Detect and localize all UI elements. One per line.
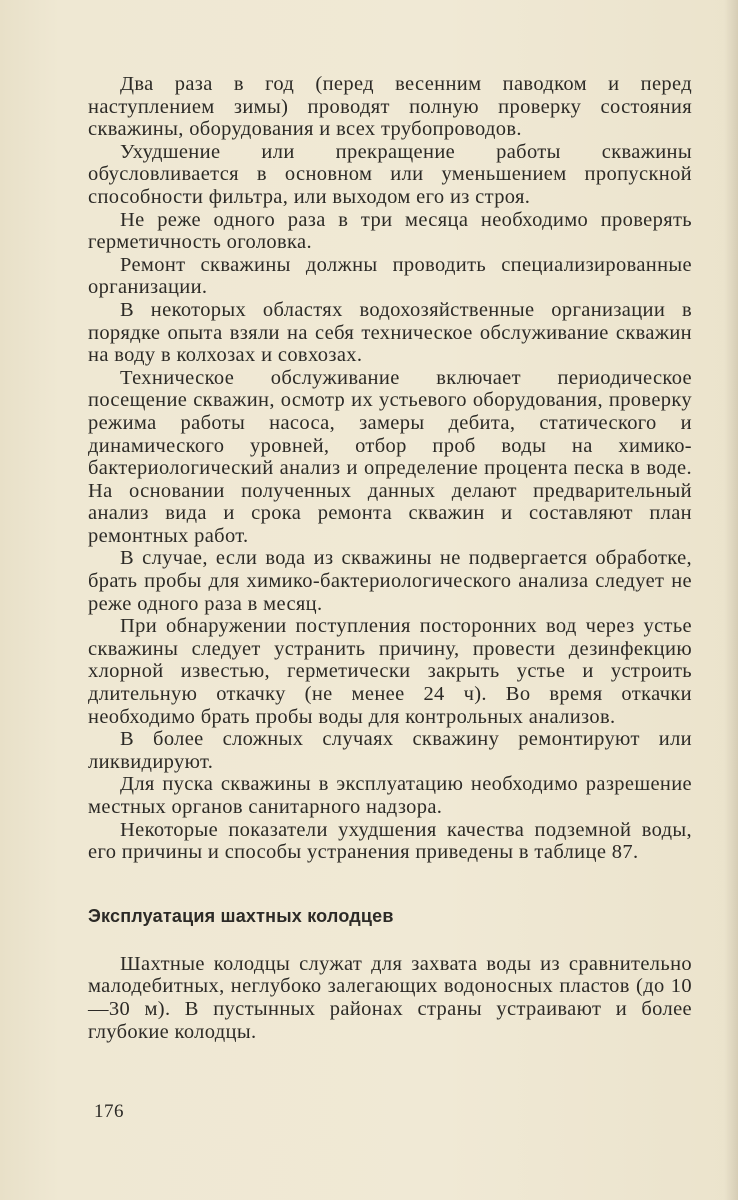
- paragraph-table-reference: Некоторые показатели ухудшения качества подземной воды, его причины и способы устранения приведены в таблице 87.: [88, 818, 692, 864]
- paragraph-maintenance: Техническое обслуживание включает периодическое посещение скважин, осмотр их устьевого оборудования, проверку режима работы насоса, замеры дебита, статического и динамического уровней, отбор проб воды на химико-бактериологический анализ и определение процента песка в воде. На основании полученных данных делают предварительный анализ вида и срока ремонта скважин и составляют план ремонтных работ.: [88, 366, 692, 547]
- paragraph-commissioning: Для пуска скважины в эксплуатацию необходимо разрешение местных органов санитарного надзора.: [88, 773, 692, 818]
- paragraph-repair: Ремонт скважины должны проводить специализированные организации.: [88, 253, 692, 299]
- paragraph-sampling: В случае, если вода из скважины не подвергается обработке, брать пробы для химико-бактериологического анализа следует не реже одного раза в месяц.: [88, 547, 692, 615]
- section-body: [88, 953, 692, 1043]
- text-column: [88, 73, 692, 1043]
- page-edge-shadow: [724, 0, 738, 1200]
- paragraph-seal-check: Не реже одного раза в три месяца необходимо проверять герметичность оголовка.: [88, 208, 692, 254]
- paragraph-complex-cases: В более сложных случаях скважину ремонтируют или ликвидируют.: [88, 728, 692, 773]
- paragraph-inspection: Два раза в год (перед весенним паводком и перед наступлением зимы) проводят полную проверку состояния скважины, оборудования и всех трубопроводов.: [88, 73, 692, 141]
- page-number: 176: [94, 1101, 124, 1122]
- paragraph-organizations: В некоторых областях водохозяйственные организации в порядке опыта взяли на себя техническое обслуживание скважин на воду в колхозах и совхозах.: [88, 298, 692, 367]
- paragraph-contamination: При обнаружении поступления посторонних вод через устье скважины следует устранить причину, провести дезинфекцию хлорной известью, герметически закрыть устье и устроить длительную откачку (не менее 24 ч). Во время откачки необходимо брать пробы воды для контрольных анализов.: [88, 615, 692, 728]
- paragraph-shaft-wells: Шахтные колодцы служат для захвата воды из сравнительно малодебитных, неглубоко залегающих водоносных пластов (до 10—30 м). В пустынных районах страны устраивают и более глубокие колодцы.: [88, 952, 692, 1043]
- paragraph-deterioration: Ухудшение или прекращение работы скважины обусловливается в основном или уменьшением пропускной способности фильтра, или выходом его из строя.: [88, 140, 692, 208]
- section-heading: Эксплуатация шахтных колодцев: [88, 905, 394, 926]
